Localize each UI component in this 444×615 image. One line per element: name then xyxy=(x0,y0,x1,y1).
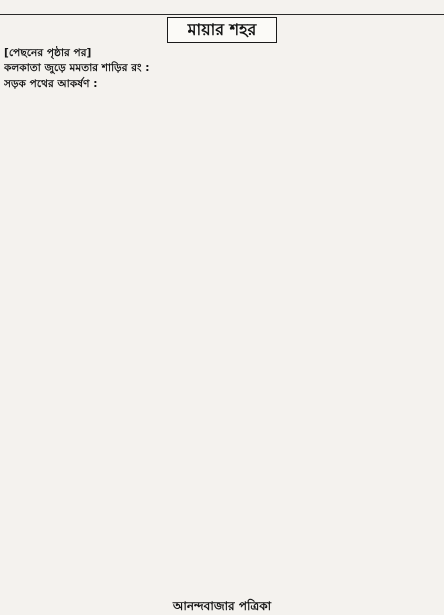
section-heading: কলকাতা জুড়ে মমতার শাড়ির রং : xyxy=(4,62,150,75)
article-paragraph xyxy=(4,77,440,92)
section-heading: সড়ক পথের আকর্ষণ : xyxy=(4,77,98,90)
headline: মায়ার শহর xyxy=(167,17,277,43)
footer-fragment: আনন্দবাজার পত্রিকা xyxy=(172,599,272,613)
continued-label: [পেছনের পৃষ্ঠার পর] xyxy=(4,47,92,59)
headline-row xyxy=(0,17,444,43)
article-paragraph xyxy=(4,46,440,61)
article-body xyxy=(4,46,440,594)
previous-article-fragment xyxy=(0,0,444,15)
article-paragraph xyxy=(4,61,440,76)
